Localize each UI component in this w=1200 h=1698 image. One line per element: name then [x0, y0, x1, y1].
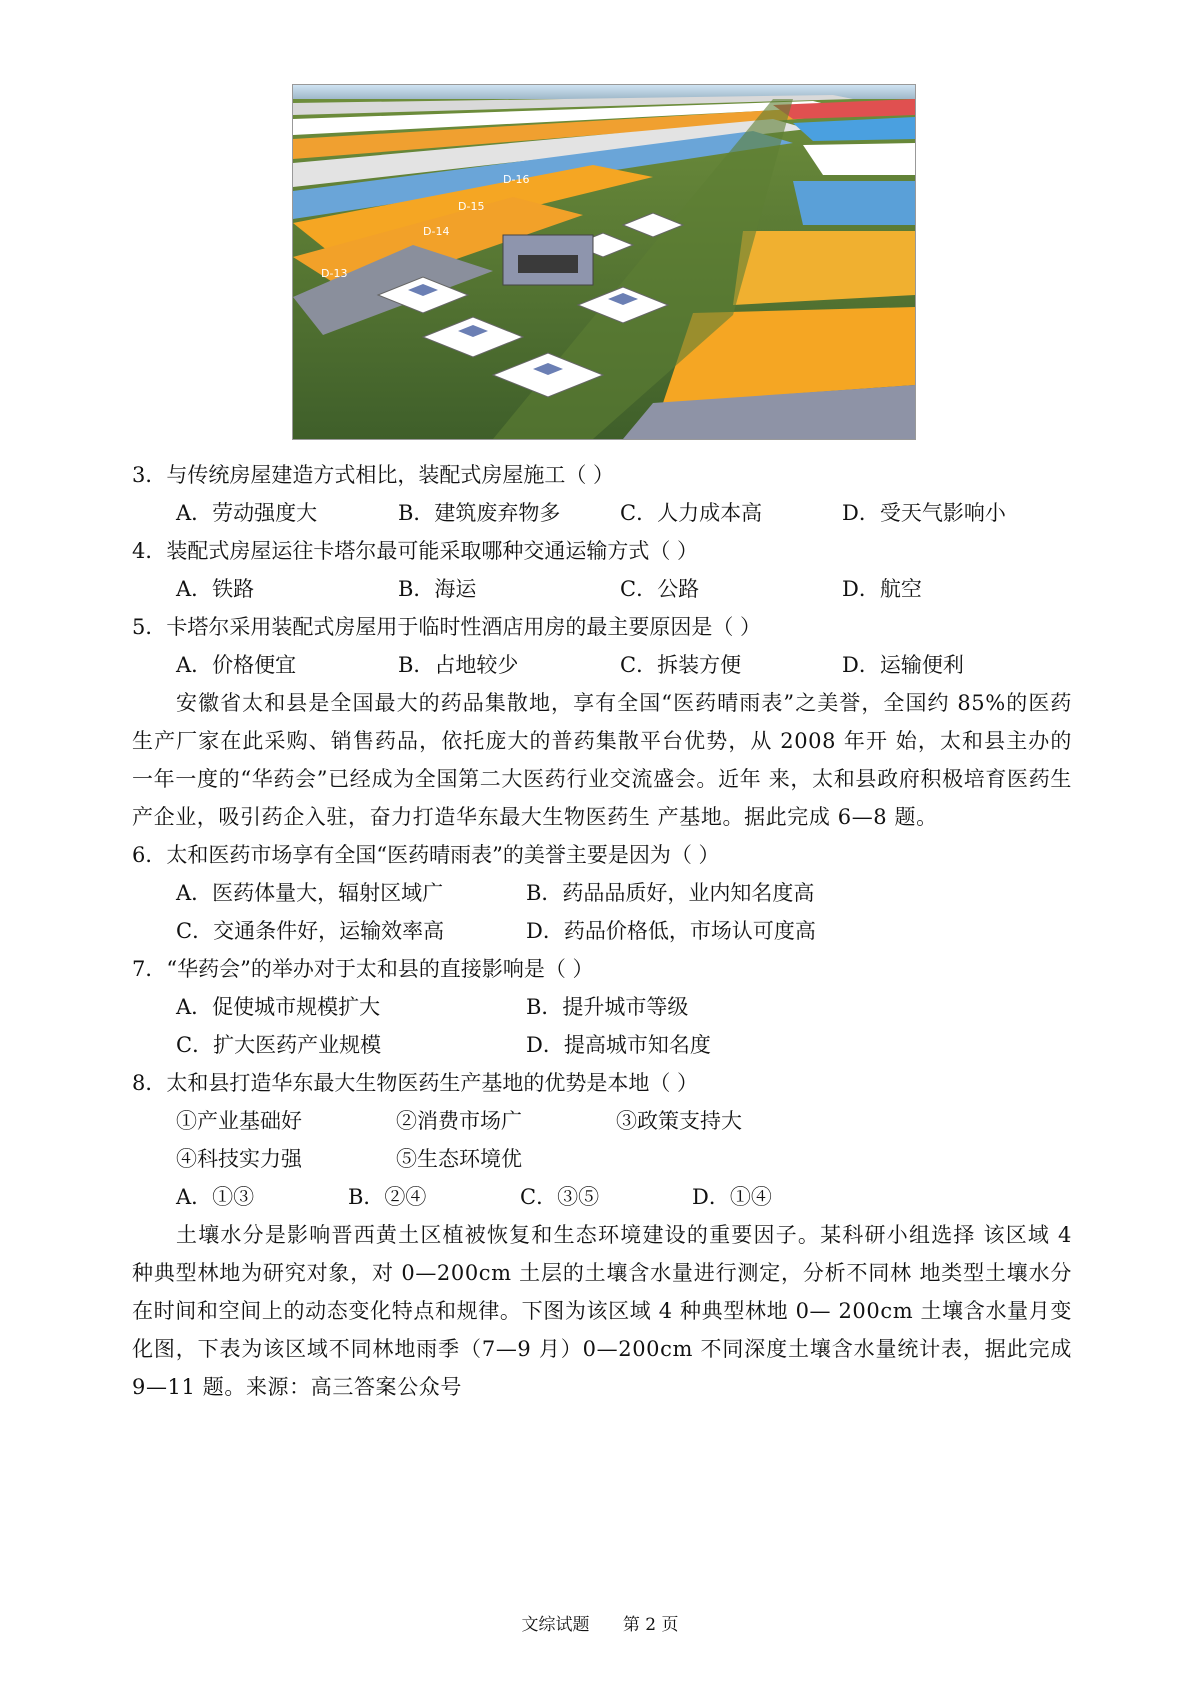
q7-option-c: C．扩大医药产业规模	[176, 1033, 382, 1057]
q7-option-d: D．提高城市知名度	[526, 1033, 711, 1057]
q5-option-b: B．占地较少	[398, 653, 519, 677]
footer-page-number: 第 2 页	[622, 1615, 679, 1635]
prefab-house-camp-illustration-icon	[293, 85, 915, 439]
q3-option-c: C．人力成本高	[620, 501, 763, 525]
q7-stem: 7．“华药会”的举办对于太和县的直接影响是（ ）	[132, 957, 594, 981]
q5-options	[132, 646, 1072, 684]
q6-options-row2	[132, 912, 1072, 950]
q3-option-a: A．劳动强度大	[176, 501, 318, 525]
q4-option-a: A．铁路	[176, 577, 255, 601]
q6-stem: 6．太和医药市场享有全国“医药晴雨表”的美誉主要是因为（ ）	[132, 843, 720, 867]
q3-option-d: D．受天气影响小	[842, 501, 1006, 525]
page-footer	[0, 1610, 1200, 1635]
q7-options-row1	[132, 988, 1072, 1026]
q8-item-4: ④科技实力强	[176, 1147, 302, 1171]
q7-option-b: B．提升城市等级	[526, 995, 689, 1019]
passage-taihe: 安徽省太和县是全国最大的药品集散地，享有全国“医药晴雨表”之美誉，全国约 85%的医药生产厂家在此采购、销售药品，依托庞大的普药集散平台优势，从 2008 年开 始，太和县主办的一年一度的“华药会”已经成为全国第二大医药行业交流盛会。近年 来，太和县政府积极培育医药生产企业，吸引药企入驻，奋力打造华东最大生物医药生 产基地。据此完成 6—8 题。	[132, 691, 1072, 829]
footer-subject: 文综试题	[521, 1615, 590, 1635]
q8-option-c: C．③⑤	[520, 1185, 600, 1209]
q8-option-d: D．①④	[692, 1185, 772, 1209]
q8-options	[132, 1178, 1072, 1216]
q3-stem: 3．与传统房屋建造方式相比，装配式房屋施工（ ）	[132, 463, 615, 487]
label-d14: D-14	[423, 225, 450, 238]
q8-item-1: ①产业基础好	[176, 1109, 302, 1133]
label-d16: D-16	[503, 173, 530, 186]
q8-option-b: B．②④	[348, 1185, 427, 1209]
passage-soil-moisture: 土壤水分是影响晋西黄土区植被恢复和生态环境建设的重要因子。某科研小组选择 该区域 4 种典型林地为研究对象，对 0—200cm 土层的土壤含水量进行测定，分析不同林 地类型土壤水分在时间和空间上的动态变化特点和规律。下图为该区域 4 种典型林地 0— 200cm 土壤含水量月变化图，下表为该区域不同林地雨季（7—9 月）0—200cm 不同深度土壤含水量统计表，据此完成 9—11 题。来源：高三答案公众号	[132, 1223, 1072, 1399]
q6-option-c: C．交通条件好，运输效率高	[176, 919, 445, 943]
q3-options	[132, 494, 1072, 532]
q6-option-d: D．药品价格低，市场认可度高	[526, 919, 816, 943]
q8-item-3: ③政策支持大	[616, 1109, 742, 1133]
q4-option-c: C．公路	[620, 577, 700, 601]
q5-option-a: A．价格便宜	[176, 653, 297, 677]
camp-photo	[292, 84, 916, 440]
q7-option-a: A．促使城市规模扩大	[176, 995, 381, 1019]
q8-item-2: ②消费市场广	[396, 1109, 522, 1133]
q5-option-d: D．运输便利	[842, 653, 964, 677]
q4-option-d: D．航空	[842, 577, 922, 601]
label-d15: D-15	[458, 200, 485, 213]
q6-option-b: B．药品品质好，业内知名度高	[526, 881, 815, 905]
q3-option-b: B．建筑废弃物多	[398, 501, 561, 525]
q8-option-a: A．①③	[176, 1185, 255, 1209]
q7-options-row2	[132, 1026, 1072, 1064]
label-d13: D-13	[321, 267, 348, 280]
q5-stem: 5．卡塔尔采用装配式房屋用于临时性酒店用房的最主要原因是（ ）	[132, 615, 762, 639]
q6-options-row1	[132, 874, 1072, 912]
q8-items-row1	[132, 1102, 1072, 1140]
q4-options	[132, 570, 1072, 608]
q8-stem: 8．太和县打造华东最大生物医药生产基地的优势是本地（ ）	[132, 1071, 699, 1095]
q8-items-row2	[132, 1140, 1072, 1178]
exam-content	[132, 456, 1072, 1406]
q4-stem: 4．装配式房屋运往卡塔尔最可能采取哪种交通运输方式（ ）	[132, 539, 699, 563]
q6-option-a: A．医药体量大，辐射区域广	[176, 881, 444, 905]
q8-item-5: ⑤生态环境优	[396, 1147, 522, 1171]
q5-option-c: C．拆装方便	[620, 653, 742, 677]
q4-option-b: B．海运	[398, 577, 477, 601]
